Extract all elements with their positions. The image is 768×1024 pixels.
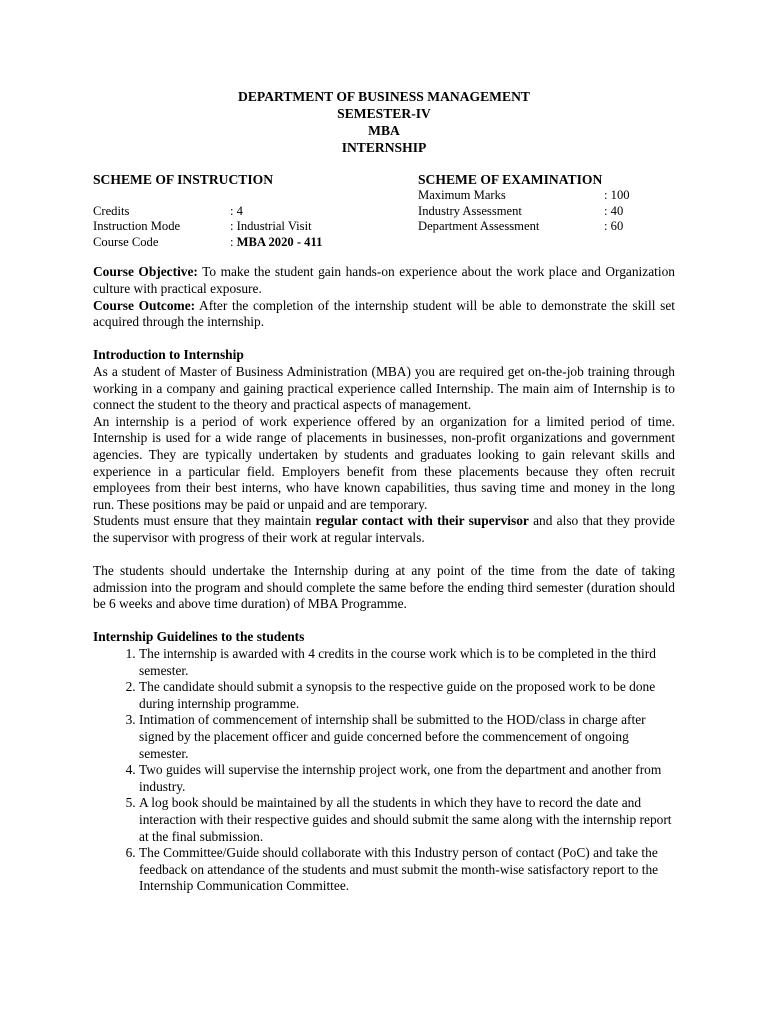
intro-paragraph-1: As a student of Master of Business Administration (MBA) you are required get on-the-job training through working in a company and gaining practical experience called Internship. The main aim of Internship is to connect the student to the theory and practical aspects of management. <box>93 363 675 413</box>
exam-value: : 40 <box>604 203 624 218</box>
instruction-value: : Industrial Visit <box>230 219 312 234</box>
instruction-key: Instruction Mode <box>93 219 181 234</box>
department-title: DEPARTMENT OF BUSINESS MANAGEMENT <box>238 89 530 104</box>
list-item: 2. The candidate should submit a synopsis to the respective guide on the proposed work to be done during internship programme. <box>139 679 675 712</box>
list-item: 5. A log book should be maintained by all the students in which they have to record the date and interaction with their respective guides and should submit the same along with the internship report at the final submission. <box>139 795 675 845</box>
exam-key: Maximum Marks <box>418 188 506 202</box>
examination-title: SCHEME OF EXAMINATION <box>418 172 603 187</box>
exam-key: Industry Assessment <box>418 203 522 218</box>
list-item: 3. Intimation of commencement of internship shall be submitted to the HOD/class in charge after signed by the placement officer and guide concerned before the commencement of ongoing semester. <box>139 712 675 762</box>
instruction-key: Credits <box>93 203 130 218</box>
scheme-section <box>93 172 675 250</box>
outcome-text: After the completion of the internship student will be able to demonstrate the skill set acquired through the internship. <box>93 297 676 330</box>
instruction-row-credits <box>93 204 418 220</box>
guidelines-list <box>93 646 675 895</box>
list-item: 1. The internship is awarded with 4 credits in the course work which is to be completed in the third semester. <box>139 646 675 679</box>
supervisor-emphasis: regular contact with their supervisor <box>315 513 529 529</box>
course-title: INTERNSHIP <box>341 140 427 155</box>
program-title: MBA <box>368 123 400 138</box>
p3-post: and also that they provide the supervisor with progress of their work at regular intervals. <box>93 513 675 545</box>
intro-paragraph-3 <box>93 513 675 546</box>
instruction-row-code <box>93 235 418 251</box>
instruction-value-prefix: : <box>230 234 237 249</box>
semester-title: SEMESTER-IV <box>337 106 431 121</box>
scheme-of-instruction <box>93 172 418 250</box>
scheme-of-examination <box>418 172 675 250</box>
course-outcome <box>93 298 675 331</box>
document-header <box>93 88 675 156</box>
list-item: 4. Two guides will supervise the internship project work, one from the department and another from industry. <box>139 762 675 795</box>
list-item: 6. The Committee/Guide should collaborate with this Industry person of contact (PoC) and take the feedback on attendance of the students and must submit the month-wise satisfactory report to the Internship Communication Committee. <box>139 845 675 895</box>
guidelines-heading: Internship Guidelines to the students <box>93 629 305 645</box>
exam-row-industry <box>418 204 675 220</box>
exam-row-max <box>418 188 675 204</box>
exam-key: Department Assessment <box>418 219 540 234</box>
intro-heading: Introduction to Internship <box>93 347 244 363</box>
instruction-key: Course Code <box>93 234 159 249</box>
document-content <box>93 88 675 895</box>
p3-pre: Students must ensure that they maintain <box>93 513 316 529</box>
intro-paragraph-4: The students should undertake the Internship during at any point of the time from the date of taking admission into the program and should complete the same before the ending third semester (duration should be 6 weeks and above time duration) of MBA Programme. <box>93 563 675 612</box>
intro-paragraph-2: An internship is a period of work experience offered by an organization for a limited period of time. Internship is used for a wide range of placements in businesses, non-profit organizations and government agencies. They are typically undertaken by students and graduates looking to gain relevant skills and experience in a particular field. Employers benefit from these placements because they often recruit employees from their best interns, who have known capabilities, thus saving time and money in the long run. These positions may be paid or unpaid and are temporary. <box>93 413 675 512</box>
instruction-row-mode <box>93 219 418 235</box>
instruction-title: SCHEME OF INSTRUCTION <box>93 172 274 187</box>
exam-value: : 100 <box>604 188 630 202</box>
course-objective <box>93 264 675 297</box>
instruction-value: : 4 <box>230 203 243 218</box>
exam-value: : 60 <box>604 219 624 234</box>
objective-text: To make the student gain hands-on experience about the work place and Organization culture with practical exposure. <box>93 264 675 296</box>
outcome-label: Course Outcome: <box>93 297 196 313</box>
objective-label: Course Objective: <box>93 264 198 280</box>
course-code-value: MBA 2020 - 411 <box>236 234 323 249</box>
exam-row-department <box>418 219 675 235</box>
